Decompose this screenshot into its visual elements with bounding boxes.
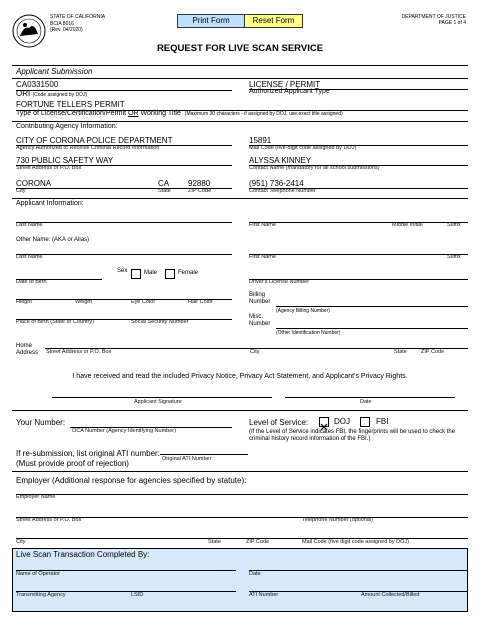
home-state-label: State (394, 349, 407, 355)
sex-label: Sex (117, 268, 128, 274)
fbi-label: FBI (376, 417, 389, 426)
middle-initial-label: Middle Initial (392, 222, 423, 228)
other-last-name-label: Last Name (16, 254, 43, 260)
home-zip-label: ZIP Code (421, 349, 445, 355)
agency-city-label: City (16, 188, 26, 194)
agency-state-value[interactable]: CA (158, 179, 170, 188)
female-checkbox[interactable] (165, 269, 175, 279)
male-checkbox[interactable] (131, 269, 141, 279)
contact-phone-value[interactable]: (951) 736-2414 (249, 179, 304, 188)
other-first-name-label: First Name (249, 254, 276, 260)
female-label: Female (178, 270, 199, 276)
operator-name-label: Name of Operator (16, 571, 61, 577)
hair-color-label: Hair Color (188, 299, 213, 305)
agency-state-label: State (158, 188, 171, 194)
place-of-birth-label: Place of Birth (State or Country) (16, 319, 94, 325)
ssn-label: Social Security Number (131, 319, 189, 325)
male-label: Male (144, 270, 158, 276)
license-type-note: (Maximum 30 characters - if assigned by DOJ, use exact title assigned) (184, 111, 343, 117)
license-type-or: OR (128, 110, 139, 117)
original-ati-label: Original ATI Number (162, 456, 212, 462)
form-id: BCIA 8016 (50, 21, 74, 27)
employer-phone-label: Telephone Number (optional) (302, 517, 373, 523)
applicant-submission-heading: Applicant Submission (16, 67, 93, 76)
mail-code-value[interactable]: 15891 (249, 136, 272, 145)
mail-code-label: Mail Code (five-digit code assigned by DOJ) (249, 145, 357, 151)
employer-zip-label: ZIP Code (246, 539, 270, 545)
ori-note: (Code assigned by DOJ) (32, 92, 88, 98)
employer-heading: Employer (Additional response for agencies specified by statute): (16, 476, 247, 485)
print-form-button[interactable]: Print Form (177, 14, 245, 28)
applicant-type-value[interactable]: LICENSE / PERMIT (249, 80, 321, 89)
billing-label: Billing (249, 292, 266, 298)
billing-number-label: Number (249, 299, 271, 305)
agency-city-value[interactable]: CORONA (16, 179, 52, 188)
state-of-california: STATE OF CALIFORNIA (50, 14, 106, 20)
ati-number-label: ATI Number (249, 592, 279, 598)
doj-checkbox[interactable] (319, 417, 329, 427)
misc-number-label: Number (249, 321, 271, 327)
agency-address-value[interactable]: 730 PUBLIC SAFETY WAY (16, 156, 114, 165)
resubmission-label-line2: (Must provide proof of rejection) (16, 459, 129, 468)
misc-label: Misc. (249, 314, 263, 320)
contact-phone-label: Contact Telephone Number (249, 188, 316, 194)
privacy-acknowledgment: I have received and read the included Privacy Notice, Privacy Act Statement, and Applicant's Privacy Rights. (72, 373, 408, 380)
fbi-checkbox[interactable] (360, 417, 370, 427)
drivers-license-label: Driver's License Number (249, 279, 310, 285)
applicant-information-heading: Applicant Information: (16, 200, 84, 207)
reset-form-button[interactable]: Reset Form (244, 14, 303, 28)
resubmission-label-line1: If re-submission, list original ATI number: (16, 449, 160, 458)
transmitting-agency-label: Transmitting Agency (16, 592, 66, 598)
agency-zip-value[interactable]: 92880 (188, 179, 211, 188)
fbi-note-line2: criminal history record information of the FBI.) (249, 436, 371, 442)
agency-label: Agency Authorized to Receive Criminal Record Information (16, 145, 160, 151)
signature-date-label: Date (360, 399, 372, 405)
last-name-label: Last Name (16, 222, 43, 228)
applicant-type-label: Authorized Applicant Type (249, 88, 330, 95)
height-label: Height (16, 299, 32, 305)
applicant-signature-label: Applicant Signature (134, 399, 182, 405)
employer-city-label: City (16, 539, 26, 545)
department-of-justice: DEPARTMENT OF JUSTICE (401, 14, 466, 20)
other-name-label: Other Name: (AKA or Alias) (16, 237, 90, 243)
billing-note: (Agency Billing Number) (276, 308, 330, 314)
level-of-service-label: Level of Service: (249, 418, 309, 427)
contributing-agency-heading: Contributing Agency Information: (16, 123, 118, 130)
form-title: REQUEST FOR LIVE SCAN SERVICE (156, 43, 324, 54)
license-type-value[interactable]: FORTUNE TELLERS PERMIT (16, 100, 125, 109)
contact-name-label: Contact Name (mandatory for all school submissions) (249, 165, 380, 171)
transaction-heading: Live Scan Transaction Completed By: (16, 550, 150, 559)
home-label: Home (16, 343, 33, 349)
ori-label: ORI (16, 89, 31, 98)
oca-number-label: OCA Number (Agency Identifying Number) (72, 428, 176, 434)
contact-name-value[interactable]: ALYSSA KINNEY (249, 156, 312, 165)
first-name-label: First Name (249, 222, 276, 228)
working-title-label: Working Title (138, 110, 181, 117)
your-number-label: Your Number: (16, 418, 66, 427)
license-type-label-group (16, 110, 343, 117)
amount-collected-label: Amount Collected/Billed (361, 592, 420, 598)
employer-name-label: Employer Name (16, 494, 56, 500)
page-number: PAGE 1 of 4 (438, 20, 466, 26)
fbi-note-line1: (If the Level of Service indicates FBI, the fingerprints will be used to check the (249, 429, 456, 435)
employer-state-label: State (208, 539, 221, 545)
weight-label: Weight (75, 299, 93, 305)
lsid-label: LSID (131, 592, 144, 598)
eye-color-label: Eye Color (131, 299, 156, 305)
form-revision: (Rev. 04/2020) (50, 27, 83, 33)
misc-note: (Other Identification Number) (276, 330, 341, 336)
license-type-label: Type of License/Certification/Permit (16, 110, 129, 117)
suffix-label: Suffix (447, 222, 461, 228)
doj-label: DOJ (334, 417, 350, 426)
dob-label: Date of Birth (16, 279, 47, 285)
agency-value[interactable]: CITY OF CORONA POLICE DEPARTMENT (16, 136, 173, 145)
address-label: Address (16, 350, 39, 356)
agency-address-label: Street Address or P.O. Box (16, 165, 82, 171)
transaction-date-label: Date (249, 571, 261, 577)
home-city-label: City (250, 349, 260, 355)
ori-label-group (16, 89, 87, 98)
employer-mail-code-label: Mail Code (five digit code assigned by DOJ) (302, 539, 409, 545)
home-street-label: Street Address or P.O. Box (46, 349, 112, 355)
other-suffix-label: Suffix (447, 254, 461, 260)
ori-value[interactable]: CA0331500 (16, 80, 59, 89)
agency-zip-label: ZIP Code (188, 188, 212, 194)
employer-address-label: Street Address or P.O. Box (16, 517, 82, 523)
